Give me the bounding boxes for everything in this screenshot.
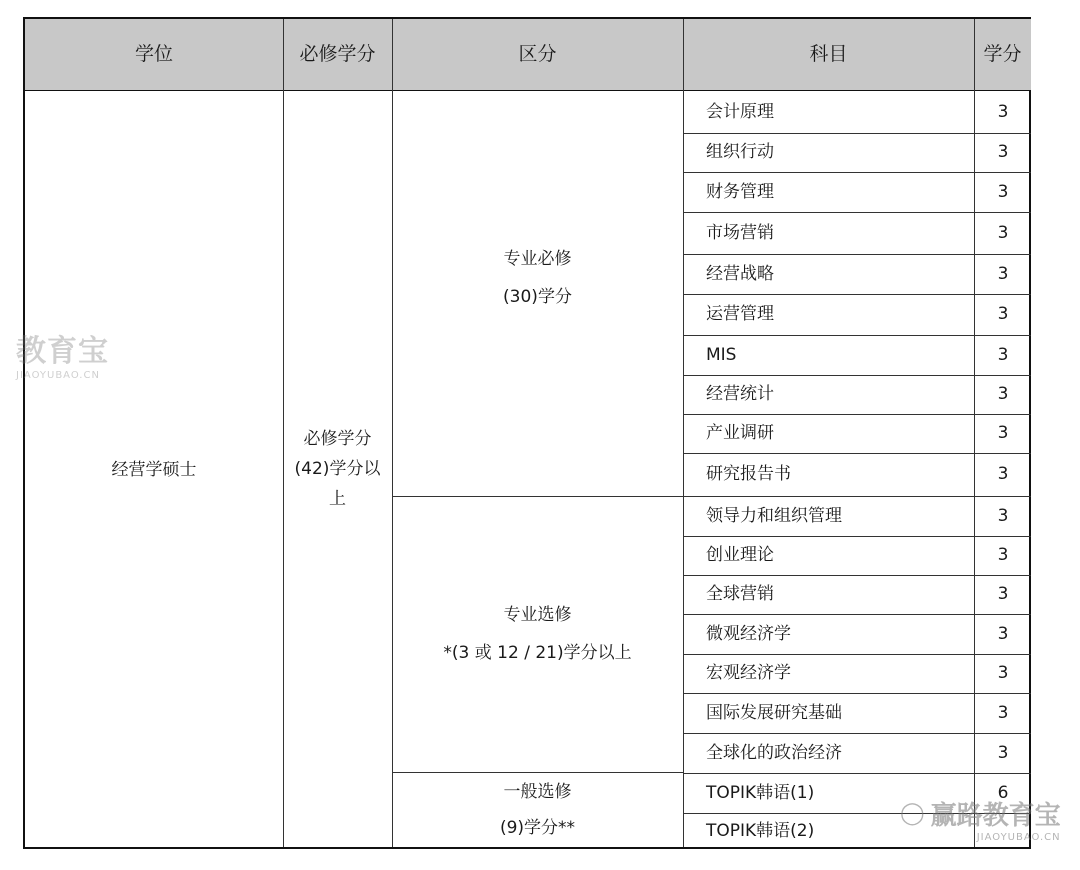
category-credits: (9)学分** (499, 818, 576, 838)
row-divider (683, 453, 1031, 454)
subject-cell: 运营管理 (706, 304, 774, 325)
category-title: 专业选修 (503, 605, 572, 626)
row-divider (683, 294, 1031, 295)
row-divider (683, 172, 1031, 173)
watermark-right-sub: JIAOYUBAO.CN (976, 832, 1061, 843)
required-credits-cell (283, 91, 392, 849)
category-credits: *(3 或 12 / 21)学分以上 (443, 642, 632, 663)
credit-cell: 3 (997, 101, 1009, 122)
credit-cell: 3 (997, 663, 1009, 684)
credit-cell: 3 (997, 545, 1009, 566)
row-divider (683, 133, 1031, 134)
category-title: 专业必修 (503, 249, 572, 270)
credit-cell: 3 (997, 742, 1009, 763)
category-major-elective (392, 497, 683, 772)
row-divider (683, 496, 1031, 497)
row-divider (683, 654, 1031, 655)
required-credits-line: (42)学分以 (294, 459, 381, 480)
credit-cell: 3 (997, 505, 1009, 526)
row-divider (683, 254, 1031, 255)
credit-cell: 3 (997, 423, 1009, 444)
header-category: 区分 (392, 19, 683, 90)
row-divider (683, 614, 1031, 615)
curriculum-table (23, 17, 1031, 849)
subject-cell: TOPIK韩语(2) (706, 820, 815, 841)
row-divider (683, 575, 1031, 576)
row-divider (683, 536, 1031, 537)
category-major-required (392, 91, 683, 496)
subject-cell: MIS (706, 344, 737, 365)
required-credits-line: 必修学分 (303, 429, 372, 450)
header-degree: 学位 (25, 19, 283, 90)
subject-cell: 微观经济学 (706, 623, 791, 644)
subject-cell: 全球营销 (706, 584, 774, 605)
credit-cell: 3 (997, 623, 1009, 644)
subject-cell: 经营战略 (706, 263, 774, 284)
header-required-credits: 必修学分 (283, 19, 392, 90)
subject-cell: 研究报告书 (706, 464, 791, 485)
subject-cell: 会计原理 (706, 101, 774, 122)
row-divider (683, 335, 1031, 336)
credit-cell: 3 (997, 702, 1009, 723)
credit-cell: 3 (997, 304, 1009, 325)
subject-cell: 国际发展研究基础 (706, 702, 842, 723)
watermark-right-text: 赢路教育宝 (930, 801, 1061, 831)
subject-cell: 领导力和组织管理 (706, 505, 842, 526)
row-divider (683, 414, 1031, 415)
degree-name: 经营学硕士 (111, 459, 197, 480)
credit-cell: 6 (997, 782, 1009, 803)
watermark-left-text: 教育宝 (16, 334, 109, 369)
required-credits-line: 上 (329, 488, 346, 509)
category-title: 一般选修 (503, 782, 572, 803)
row-divider (683, 375, 1031, 376)
header-subject: 科目 (683, 19, 974, 90)
credit-cell: 3 (997, 464, 1009, 485)
wechat-icon: ◯ (900, 801, 925, 826)
credit-cell: 3 (997, 584, 1009, 605)
subject-cell: 全球化的政治经济 (706, 742, 842, 763)
row-divider (683, 773, 1031, 774)
credit-cell: 3 (997, 181, 1009, 202)
subject-cell: 市场营销 (706, 222, 774, 243)
subject-cell: 财务管理 (706, 181, 774, 202)
subject-cell: 组织行动 (706, 142, 774, 163)
subject-cell: 创业理论 (706, 545, 774, 566)
credit-cell: 3 (997, 263, 1009, 284)
credit-cell: 3 (997, 384, 1009, 405)
row-divider (683, 212, 1031, 213)
credit-cell: 3 (997, 142, 1009, 163)
degree-cell (25, 91, 283, 849)
credit-cell (975, 813, 1031, 849)
row-divider (683, 733, 1031, 734)
subject-cell: 产业调研 (706, 423, 774, 444)
category-general-elective (392, 773, 683, 849)
subject-cell: 经营统计 (706, 384, 774, 405)
row-divider (683, 813, 1031, 814)
header-credit: 学分 (974, 19, 1031, 90)
watermark-left-sub: JIAOYUBAO.CN (16, 370, 100, 381)
subject-cell: 宏观经济学 (706, 663, 791, 684)
row-divider (683, 693, 1031, 694)
credit-cell: 3 (997, 222, 1009, 243)
credit-cell: 3 (997, 344, 1009, 365)
subject-cell: TOPIK韩语(1) (706, 782, 815, 803)
category-credits: (30)学分 (503, 286, 572, 307)
